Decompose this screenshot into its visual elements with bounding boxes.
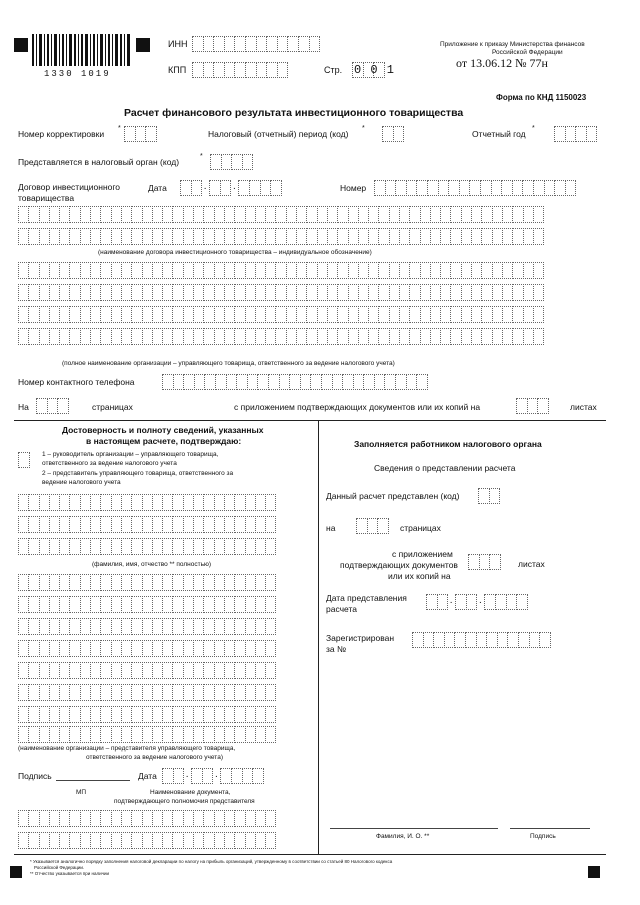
tax-authority-label: Представляется в налоговый орган (код) [18,157,180,167]
registered-label-1: Зарегистрирован [326,633,395,643]
period-asterisk: * [362,125,365,132]
year-label: Отчетный год [472,129,526,139]
right-pages-grid[interactable] [356,518,388,534]
footnote-1: * Указывается аналогично порядку заполнения налоговой декларации по налогу на прибыль организаций, утвержденному в соответствии со статьей 80 Налогового кодекса [30,859,393,864]
right-attach-2: подтверждающих документов [340,560,458,570]
page-label: Стр. [324,65,343,75]
contract-label-1: Договор инвестиционного [18,182,121,192]
left-date-label: Дата [138,771,157,781]
signature-label: Подпись [18,771,52,781]
period-label: Налоговый (отчетный) период (код) [208,129,349,139]
year-asterisk: * [532,125,535,132]
correction-asterisk: * [118,125,121,132]
right-attach-grid[interactable] [468,554,500,570]
phone-label: Номер контактного телефона [18,377,135,387]
fio-line[interactable] [330,828,498,829]
doc-label-1: Наименование документа, [150,789,231,796]
fio-row[interactable] [18,538,275,555]
footnote-1b: Российской Федерации. [34,865,85,870]
auth-doc-row[interactable] [18,810,275,827]
rep-org-row[interactable] [18,640,275,657]
rep-org-row[interactable] [18,684,275,701]
registration-marker-top-center [136,38,150,52]
org-name-row[interactable] [18,262,543,279]
tax-authority-grid[interactable] [210,154,252,170]
option-2-line-2: ведение налогового учета [42,479,121,486]
pages-label: страницах [92,402,133,412]
phone-grid[interactable] [162,374,427,390]
org-name-row[interactable] [18,284,543,301]
right-signature-label: Подпись [530,833,556,840]
contract-date-grid[interactable]: . . [180,180,281,196]
attachments-grid[interactable] [516,398,548,414]
barcode-number: 1330 1019 [44,69,111,79]
attachments-label: с приложением подтверждающих документов или их копий на [234,402,481,412]
org-name-row[interactable] [18,306,543,323]
right-attach-1: с приложением [392,549,453,559]
correction-label: Номер корректировки [18,129,105,139]
right-date-grid[interactable]: . . [426,594,527,610]
rep-org-caption-1: (наименование организации – представителя управляющего товарища, [18,745,236,752]
inn-grid[interactable] [192,36,319,52]
right-sheets-label: листах [518,559,545,569]
registration-marker-bottom-left [10,866,22,878]
rep-org-row[interactable] [18,574,275,591]
form-title: Расчет финансового результата инвестиционного товарищества [124,107,464,119]
on-label: На [18,402,29,412]
right-date-label-1: Дата представления [326,593,407,603]
stamp-label: МП [76,789,87,796]
right-fio-label: Фамилия, И. О. ** [376,833,430,840]
right-pages-label: страницах [400,523,441,533]
fio-caption: (фамилия, имя, отчество ** полностью) [92,561,211,568]
doc-label-2: подтверждающего полномочия представителя [114,798,255,805]
registration-marker-top-left [14,38,28,52]
fio-row[interactable] [18,516,275,533]
appendix-line-2: Российской Федерации [492,49,563,56]
contract-date-label: Дата [148,183,167,193]
registration-marker-bottom-right [588,866,600,878]
right-signature-line[interactable] [510,828,590,829]
right-heading: Заполняется работником налогового органа [354,439,542,449]
form-code: Форма по КНД 1150023 [496,93,587,102]
barcode-image [32,34,132,66]
column-divider [318,420,319,854]
period-grid[interactable] [382,126,403,142]
contract-label-2: товарищества [18,193,75,203]
contract-name-row[interactable] [18,206,543,223]
appendix-date: от 13.06.12 № 77н [456,56,548,70]
confirm-heading-2: в настоящем расчете, подтверждаю: [86,436,242,446]
contract-name-row[interactable] [18,228,543,245]
confirm-heading-1: Достоверность и полноту сведений, указанных [62,425,264,435]
kpp-label: КПП [168,65,187,75]
right-on-label: на [326,523,336,533]
option-1-line-1: 1 – руководитель организации – управляющего товарища, [42,451,219,458]
page-number-value: 0 0 1 [354,63,396,77]
rep-org-row[interactable] [18,618,275,635]
registered-grid[interactable] [412,632,550,648]
year-grid[interactable] [554,126,596,142]
right-date-label-2: расчета [326,604,358,614]
contract-number-grid[interactable] [374,180,575,196]
sheets-label: листах [570,402,597,412]
kpp-grid[interactable] [192,62,287,78]
option-1-line-2: ответственного за ведение налогового учета [42,460,177,467]
signature-line[interactable] [56,780,130,781]
footnote-2: ** Отчество указывается при наличии [30,871,109,876]
rep-org-row[interactable] [18,596,275,613]
right-subheading: Сведения о представлении расчета [374,463,516,473]
submitted-label: Данный расчет представлен (код) [326,491,460,501]
left-date-grid[interactable]: . . [162,768,263,784]
option-2-line-1: 2 – представитель управляющего товарища, ответственного за [42,470,234,477]
rep-org-row[interactable] [18,726,275,743]
rep-org-row[interactable] [18,706,275,723]
org-name-caption: (полное наименование организации – управляющего товарища, ответственного за ведение налогового учета) [62,360,395,367]
contract-number-label: Номер [340,183,367,193]
fio-row[interactable] [18,494,275,511]
right-attach-3: или их копий на [388,571,451,581]
rep-org-row[interactable] [18,662,275,679]
footer-divider [14,854,606,855]
appendix-line-1: Приложение к приказу Министерства финансов [440,41,585,48]
contract-name-caption: (наименование договора инвестиционного товарищества – индивидуальное обозначение) [98,249,372,256]
rep-org-caption-2: ответственного за ведение налогового учета) [86,754,223,761]
submitted-grid[interactable] [478,488,499,504]
tax-authority-asterisk: * [200,153,203,160]
registered-label-2: за № [326,644,347,654]
org-name-row[interactable] [18,328,543,345]
pages-grid[interactable] [36,398,68,414]
inn-label: ИНН [168,39,188,49]
auth-doc-row[interactable] [18,832,275,849]
section-divider [14,420,606,421]
correction-grid[interactable] [124,126,156,142]
signer-type-box[interactable] [18,452,29,468]
